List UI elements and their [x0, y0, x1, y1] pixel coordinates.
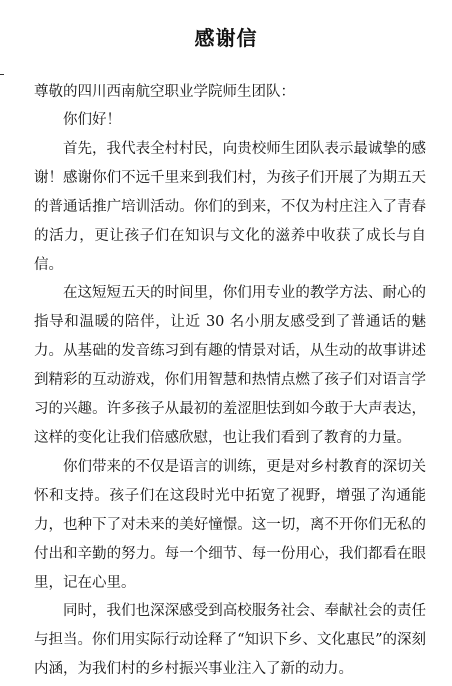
- letter-paragraph: 首先，我代表全村村民，向贵校师生团队表示最诚挚的感谢！感谢你们不远千里来到我们村，为孩子们开展了为期五天的普通话推广培训活动。你们的到来，不仅为村庄注入了青春的活力，更让孩子们在知识与文化的滋养中收获了成长与自信。: [34, 140, 426, 273]
- margin-mark: [0, 74, 4, 75]
- letter-body: [34, 106, 426, 684]
- letter-paragraph: 在这短短五天的时间里，你们用专业的教学方法、耐心的指导和温暖的陪伴，让近 30 名小朋友感受到了普通话的魅力。从基础的发音练习到有趣的情景对话，从生动的故事讲述到精彩的互动游戏，你们用智慧和热情点燃了孩子们对语言学习的兴趣。许多孩子从最初的羞涩胆怯到如今敢于大声表达，这样的变化让我们倍感欣慰，也让我们看到了教育的力量。: [34, 285, 426, 446]
- letter-title: 感谢信: [194, 26, 258, 50]
- letter-paragraph: 同时，我们也深深感受到高校服务社会、奉献社会的责任与担当。你们用实际行动诠释了“知识下乡、文化惠民”的深刻内涵，为我们村的乡村振兴事业注入了新的动力。: [34, 603, 426, 678]
- letter-salutation: 尊敬的四川西南航空职业学院师生团队：: [34, 84, 295, 100]
- letter-paragraph: 你们带来的不仅是语言的训练，更是对乡村教育的深切关怀和支持。孩子们在这段时光中拓宽了视野，增强了沟通能力，也种下了对未来的美好憧憬。这一切，离不开你们无私的付出和辛勤的努力。每一个细节、每一份用心，我们都看在眼里，记在心里。: [34, 458, 426, 591]
- letter-paragraph: 你们好！: [63, 112, 121, 128]
